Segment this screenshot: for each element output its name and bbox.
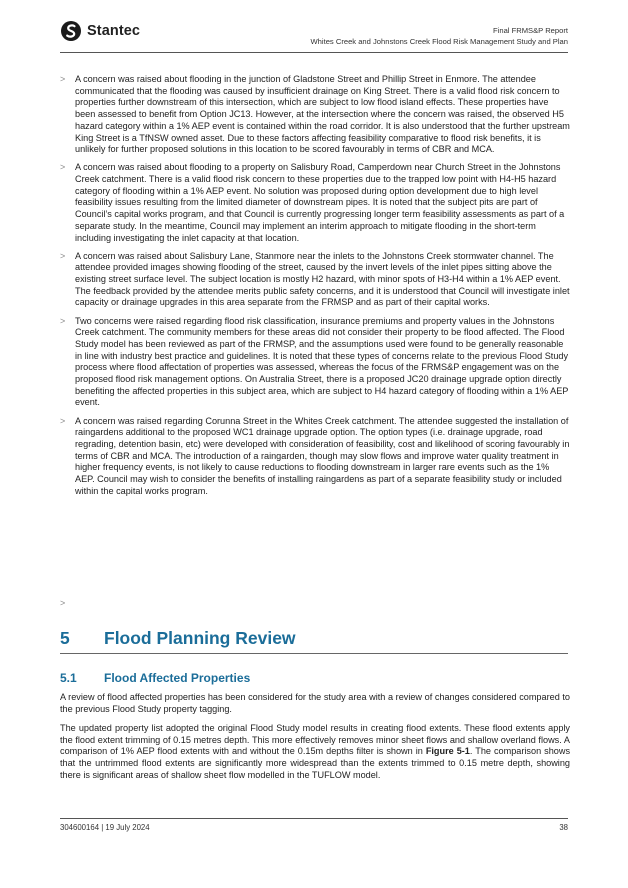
paragraph-intro: A review of flood affected properties has been considered for the study area with a review of changes considered compared to the previous Flood Study property tagging. [60,692,570,714]
header-titles [311,25,568,47]
bullet-text: A concern was raised about Salisbury Lane, Stanmore near the inlets to the Johnstons Creek stormwater channel. The attendee provided images showing flooding of the street, caused by the invert levels of the inlet pipes sitting above the existing street surface level. The subject location is mostly H2 hazard, with minor spots of H3-H4 within a 1% AEP event. The feedback provided by the attendee merits public safety concerns, and it is understood that Council will investigate inlet capacity or drainage upgrades in this area separate from the FRMSP and as part of their capital works. [75,250,570,308]
paragraph-text: The updated property list adopted the original Flood Study model results in creating flood extents. These flood extents apply the flood extent trimming of 0.15 metres depth. This more effectively removes minor sheet flows and shallow overland flows. A comparison of 1% AEP flood extents with and without the 0.15m depths filter is shown in [60,723,570,757]
subsection-title: Flood Affected Properties [104,671,251,685]
bullet-marker: > [60,74,66,84]
bullet-marker: > [60,315,66,326]
stantec-logo-icon [60,20,82,42]
section-heading [60,628,568,654]
paragraph-text: . The comparison shows that the untrimmed flood extents are significantly more widespread than the extents trimmed to 0.15 metre depth, showing there is significant areas of shallow sheet flow modelled in the TUFLOW model. [60,746,571,780]
bullet-marker: > [60,415,66,426]
section-number: 5 [60,628,70,648]
report-title: Final FRMS&P Report [493,26,568,35]
list-item [60,316,570,410]
stantec-logo [60,20,140,42]
logo-text: Stantec [87,23,141,39]
footer-doc-id: 304600164 | 19 July 2024 [60,823,150,832]
bullet-text: Two concerns were raised regarding flood risk classification, insurance premiums and property values in the Johnstons Creek catchment. The community members for these areas did not consider their property to be flood affected. The Flood Study model has been reviewed as part of the FRMSP, and the assumptions used were found to be generally reasonable in line with industry best practice and guidelines. It is noted that these types of concerns relate to the previous Flood Study process where flood affectation of properties was assessed, whereas the focus of the FRMS&P engagement was on the proposed flood risk management options. On Australia Street, there is a proposed JC20 drainage upgrade option directly benefiting the affected properties in this subject area, which are subject to H4 hazard category of flooding within a 1% AEP event. [75,315,569,408]
bullet-text: A concern was raised about flooding to a property on Salisbury Road, Camperdown near Church Street in the Johnstons Creek catchment. There is a valid flood risk concern to these properties due to the trapped low point with H4-H5 hazard category of flooding within a 1% AEP event. No solution was proposed during option development due to high level feasibility issues resulting from the limited diameter of downstream pipes. It is noted that the subject pits are part of Council’s capital works program, and that Council is currently progressing longer term feasibility assessments as part of a separate study. In the meantime, Council may implement an interim approach to mitigate flooding in the short-term including investigating the inlet capacity at that location. [75,162,565,243]
bullet-text: A concern was raised about flooding in the junction of Gladstone Street and Phillip Street in Enmore. The attendee communicated that the flooding was caused by insufficient drainage on King Street. There is a valid flood risk concern to properties further downstream of this intersection, which are subject to low flood island effects. These properties have been assessed to benefit from Option JC13. However, at the intersection where the concern was raised, the observed H5 hazard category within a 1% AEP event is contained within the road corridor. It is also understood that the further upstream King Street is a TfNSW owned asset. Due to these factors affecting feasibility comparative to flood risk benefits, it is unlikely for further proposed solutions in this location to be scored favourably in terms of CBR and MCA. [75,74,570,155]
figure-reference: Figure 5-1 [425,746,470,757]
footer-divider [60,818,568,819]
study-title: Whites Creek and Johnstons Creek Flood Risk Management Study and Plan [310,37,568,46]
page-header [60,20,568,60]
list-item [60,74,570,156]
bullet-marker: > [60,250,66,261]
page-number: 38 [559,823,568,832]
bullet-marker: > [60,162,66,173]
list-item [60,162,570,244]
list-item [60,251,570,310]
concern-bullet-list [60,74,570,504]
paragraph-comparison [60,723,570,782]
subsection-number: 5.1 [60,671,77,685]
bullet-text: A concern was raised regarding Corunna Street in the Whites Creek catchment. The attendee suggested the installation of raingardens additional to the proposed WC1 drainage upgrade option. The option types (i.e. drainage upgrade, road regrading, detention basin, etc) were developed with consideration of feasibility, cost and likelihood of scoring favourably in terms of CBR and MCA. The introduction of a raingarden, though may slow flows and improve water quality treatment in higher frequency events, is not likely to cause reductions to flooding downstream in larger rare events such as the 1% AEP. Council may wish to consider the benefits of installing raingardens as part of a separate feasibility study or included within the capital works program. [75,415,570,496]
list-item [60,416,570,498]
empty-bullet-marker: > [60,598,66,608]
section-title: Flood Planning Review [104,628,296,648]
header-divider [60,52,568,53]
